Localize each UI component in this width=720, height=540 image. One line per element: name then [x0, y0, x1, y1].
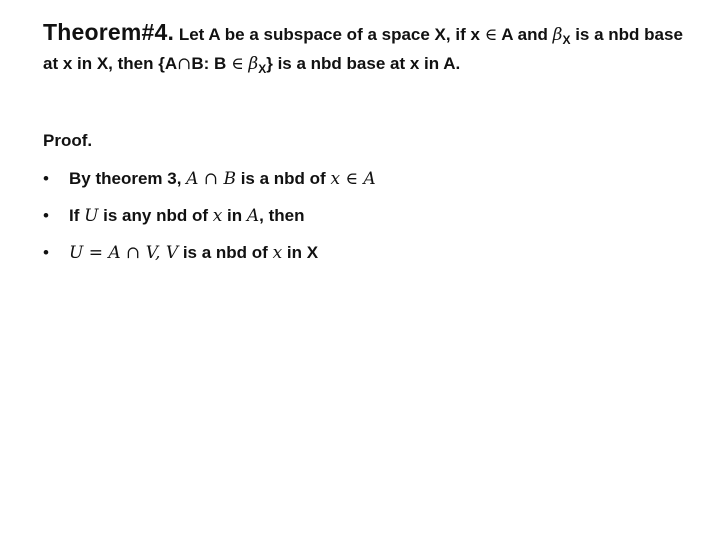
beta-subscript: X [562, 33, 571, 47]
theorem-text: Let A be a subspace of a space X, if x [174, 25, 485, 44]
beta-symbol: β [552, 25, 563, 45]
theorem-statement [43, 20, 683, 81]
math-expression: U = A ∩ V, V [69, 243, 179, 263]
theorem-text: } is a nbd base at x in A. [266, 54, 461, 73]
proof-step-3 [43, 241, 376, 278]
proof-step-2 [43, 204, 376, 241]
theorem-label: Theorem#4. [43, 19, 175, 45]
step-text: in [222, 206, 247, 225]
theorem-text: is a nbd base at x in X, then {A [43, 25, 683, 73]
math-expression: x ∈ A [330, 169, 376, 189]
math-expression: A [246, 206, 260, 226]
step-text: in X [282, 243, 319, 262]
math-expression: A ∩ B [186, 169, 236, 189]
beta-symbol: β [248, 54, 259, 74]
theorem-text: B: B [191, 54, 232, 73]
proof-steps [43, 167, 376, 278]
bullet-icon: • [43, 243, 49, 262]
beta-subscript: X [258, 62, 267, 76]
math-expression: x [212, 206, 223, 226]
step-text: is a nbd of [178, 243, 273, 262]
element-of-symbol: ∈ [484, 25, 498, 45]
step-text: is a nbd of [235, 169, 331, 188]
proof-step-1 [43, 167, 376, 204]
step-text: If [69, 206, 85, 225]
math-expression: U [84, 206, 99, 226]
element-of-symbol: ∈ [231, 54, 244, 74]
step-text: By theorem 3, [69, 169, 187, 188]
proof-heading: Proof. [43, 131, 93, 150]
bullet-icon: • [43, 206, 49, 225]
theorem-text: A and [497, 25, 553, 44]
bullet-icon: • [43, 169, 49, 188]
step-text: is any nbd of [98, 206, 213, 225]
intersection-symbol: ∩ [177, 54, 192, 74]
math-expression: x [272, 243, 283, 263]
step-text: , then [259, 206, 305, 225]
